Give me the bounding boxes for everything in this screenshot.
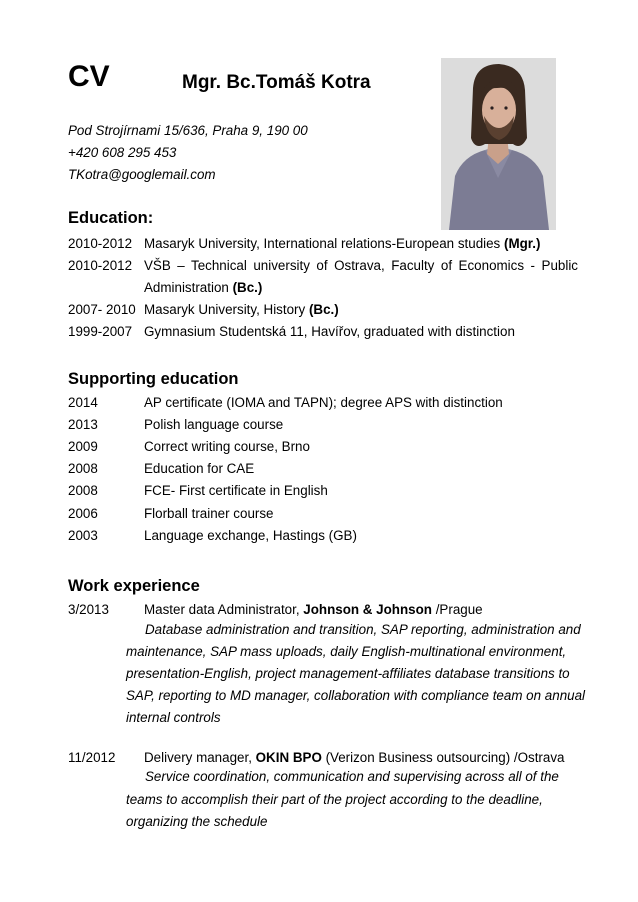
education-item xyxy=(68,255,578,277)
education-item xyxy=(68,233,578,255)
supporting-text: Education for CAE xyxy=(144,461,255,476)
supporting-text: FCE- First certificate in English xyxy=(144,483,328,498)
supporting-item xyxy=(68,458,578,480)
job-title: Master data Administrator, Johnson & Johnson /Prague xyxy=(144,602,483,617)
job-description-line: organizing the schedule xyxy=(126,814,268,829)
supporting-item xyxy=(68,414,578,436)
person-name: Mgr. Bc.Tomáš Kotra xyxy=(182,72,371,93)
education-years: 1999-2007 xyxy=(68,324,133,339)
job-description-line: Service coordination, communication and supervising across all of the xyxy=(145,769,559,784)
job-title: Delivery manager, OKIN BPO (Verizon Business outsourcing) /Ostrava xyxy=(144,750,565,765)
email: TKotra@googlemail.com xyxy=(68,167,216,182)
job-description-line: teams to accomplish their part of the project according to the deadline, xyxy=(126,792,543,807)
supporting-year: 2008 xyxy=(68,483,98,498)
education-text: VŠB – Technical university of Ostrava, Faculty of Economics - Public xyxy=(144,258,578,273)
supporting-item xyxy=(68,392,578,414)
job-date: 11/2012 xyxy=(68,750,116,765)
supporting-year: 2003 xyxy=(68,528,98,543)
education-heading: Education: xyxy=(68,209,154,227)
supporting-item xyxy=(68,503,578,525)
education-years: 2007- 2010 xyxy=(68,302,136,317)
supporting-year: 2014 xyxy=(68,395,98,410)
job-entry xyxy=(68,599,578,621)
supporting-item xyxy=(68,525,578,547)
supporting-text: Correct writing course, Brno xyxy=(144,439,310,454)
work-experience-heading: Work experience xyxy=(68,577,200,595)
education-item xyxy=(68,299,578,321)
education-years: 2010-2012 xyxy=(68,236,133,251)
job-date: 3/2013 xyxy=(68,602,109,617)
supporting-year: 2008 xyxy=(68,461,98,476)
education-text: Administration (Bc.) xyxy=(144,280,263,295)
job-description-line: presentation-English, project management-affiliates database transitions to xyxy=(126,666,570,681)
supporting-year: 2013 xyxy=(68,417,98,432)
education-text: Masaryk University, International relations-European studies (Mgr.) xyxy=(144,236,541,251)
education-text: Masaryk University, History (Bc.) xyxy=(144,302,339,317)
job-description-line: Database administration and transition, SAP reporting, administration and xyxy=(145,622,581,637)
education-item xyxy=(68,321,578,343)
job-entry xyxy=(68,747,578,769)
profile-photo xyxy=(441,58,556,230)
supporting-text: Language exchange, Hastings (GB) xyxy=(144,528,357,543)
supporting-item xyxy=(68,436,578,458)
phone: +420 608 295 453 xyxy=(68,145,177,160)
supporting-year: 2009 xyxy=(68,439,98,454)
education-item-continued xyxy=(68,277,578,299)
job-description-line: internal controls xyxy=(126,710,221,725)
education-years: 2010-2012 xyxy=(68,258,133,273)
supporting-year: 2006 xyxy=(68,506,98,521)
supporting-education-heading: Supporting education xyxy=(68,370,239,388)
education-text: Gymnasium Studentská 11, Havířov, graduated with distinction xyxy=(144,324,515,339)
job-description-line: maintenance, SAP mass uploads, daily English-multinational environment, xyxy=(126,644,567,659)
address: Pod Strojírnami 15/636, Praha 9, 190 00 xyxy=(68,123,308,138)
supporting-item xyxy=(68,480,578,502)
supporting-text: Florball trainer course xyxy=(144,506,274,521)
cv-label: CV xyxy=(68,60,110,93)
supporting-text: AP certificate (IOMA and TAPN); degree APS with distinction xyxy=(144,395,503,410)
job-description-line: SAP, reporting to MD manager, collaboration with compliance team on annual xyxy=(126,688,586,703)
supporting-text: Polish language course xyxy=(144,417,284,432)
